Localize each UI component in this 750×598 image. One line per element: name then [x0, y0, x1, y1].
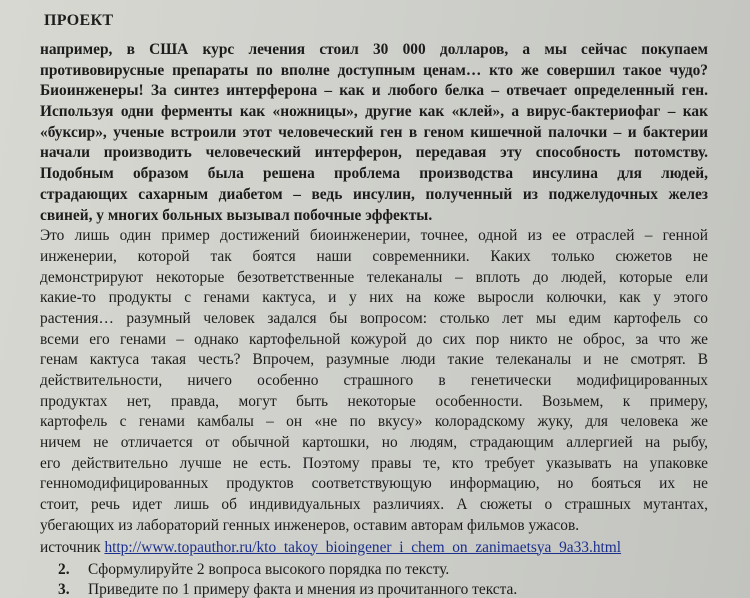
text-line: генам кактуса такая честь? Впрочем, разумные люди такие телеканалы и не смотрят. В — [40, 351, 708, 369]
paragraph-bold — [40, 40, 708, 226]
article-text — [40, 40, 708, 558]
text-line: стоит, речь идет лишь об индивидуальных различиях. А сюжеты о страшных мутантах, — [40, 496, 708, 514]
text-line: растения… разумный человек задался бы вопросом: столько лет мы едим картофель со — [40, 309, 708, 327]
source-line — [40, 537, 708, 558]
text-line: действительности, ничего особенно страшного в генетически модифицированных — [40, 372, 708, 389]
task-list — [58, 560, 517, 598]
text-line: страдающих сахарным диабетом – ведь инсулин, полученный из поджелудочных желез — [40, 185, 708, 203]
text-line: всеми его генами – однако картофельной кожурой до сих пор никто не оброс, за что же — [40, 330, 708, 348]
text-line: Биоинженеры! За синтез интерферона – как и любого белка – отвечает определенный ген. — [40, 82, 708, 100]
text-line: инженерии, которой так боятся наши современники. Каких только сюжетов не — [40, 247, 708, 265]
source-link[interactable]: http://www.topauthor.ru/kto_takoy_bioingener_i_chem_on_zanimaetsya_9a33.html — [104, 538, 622, 556]
text-line: например, в США курс лечения стоил 30 000 долларов, а мы сейчас покупаем — [40, 41, 708, 58]
source-label: источник — [40, 538, 101, 556]
text-line: «буксир», ученые встроили этот человеческий ген в геном кишечной палочки – и бактерии — [40, 123, 708, 141]
text-line: начали производить человеческий интерферон, передавая эту способность потомству. — [40, 144, 708, 162]
text-line: продуктах нет, правда, могут быть некоторые особенности. Возьмем, к примеру, — [40, 392, 708, 410]
text-line: картофель с генами камбалы – он «не по вкусу» колорадскому жуку, для человека же — [40, 413, 708, 431]
text-line: свиней, у многих больных вызывал побочные эффекты. — [40, 206, 433, 224]
text-line: его действительно лучше не есть. Поэтому правы те, кто требует указывать на упаковке — [40, 454, 708, 472]
text-line: Используя одни ферменты как «ножницы», другие как «клей», а вирус-бактериофаг – как — [40, 103, 708, 121]
text-line: Подобным образом была решена проблема производства инсулина для людей, — [40, 165, 708, 183]
text-line: Это лишь один пример достижений биоинженерии, точнее, одной из ее отраслей – генной — [40, 227, 708, 245]
task-number: 2. — [58, 561, 70, 578]
text-line: какие-то продукты с генами кактуса, и у них на коже выросли колючки, как у этого — [40, 289, 708, 307]
paragraph-regular — [40, 226, 708, 536]
text-line: генномодифицированных продуктов соответствующую информацию, но бояться их не — [40, 475, 708, 493]
text-line: демонстрируют некоторые безответственные телеканалы – вплоть до людей, которые ели — [40, 268, 708, 286]
text-line: противовирусные препараты по вполне доступным ценам… кто же совершил такое чудо? — [40, 61, 708, 79]
task-number: 3. — [58, 581, 70, 598]
text-line: ничем не отличается от обычной картошки, но людям, страдающим аллергией на рыбу, — [40, 434, 708, 452]
text-line: убегающих из лабораторий генных инженеров, оставим авторам фильмов ужасов. — [40, 516, 580, 534]
task-item — [58, 560, 517, 580]
task-text: Приведите по 1 примеру факта и мнения из прочитанного текста. — [88, 581, 518, 598]
task-text: Сформулируйте 2 вопроса высокого порядка по тексту. — [88, 561, 450, 578]
task-item — [58, 580, 517, 598]
page-title: ПРОЕКТ — [44, 12, 114, 29]
